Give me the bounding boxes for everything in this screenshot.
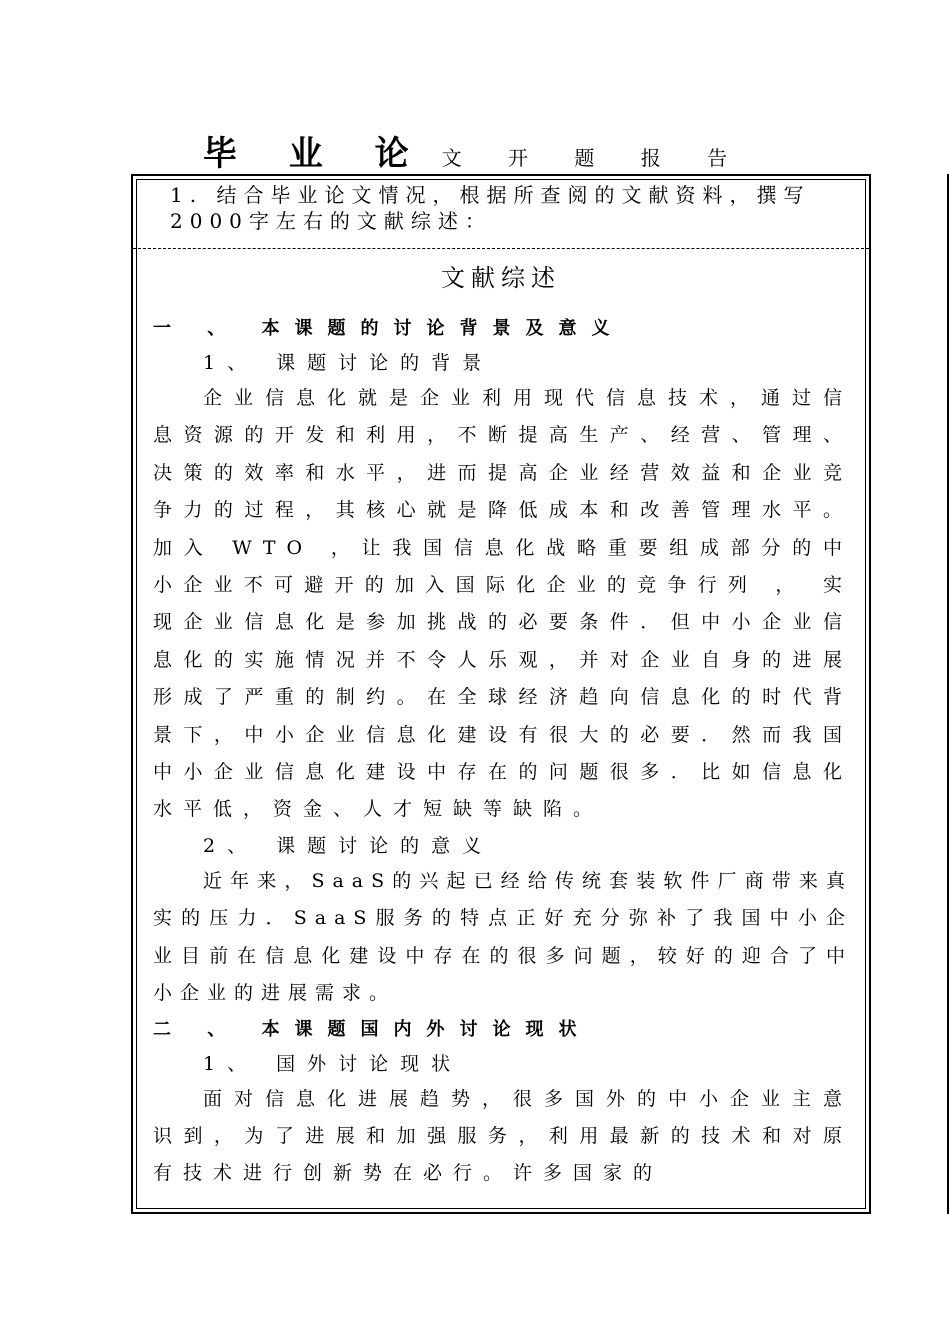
review-heading: 文献综述 bbox=[441, 264, 561, 292]
title-main: 毕 业 论 bbox=[202, 134, 429, 174]
section1-sub1-title: 1、 课题讨论的背景 bbox=[203, 352, 494, 374]
dashed-divider bbox=[133, 248, 869, 249]
section1-sub1-text: 企业信息化就是企业利用现代信息技术，通过信息资源的开发和利用，不断提高生产、经营、管理、决策的效率和水平，进而提高企业经营效益和企业竞争力的过程，其核心就是降低成本和改善管理水平。加入 WTO ，让我国信息化战略重要组成部分的中小企业不可避开的加入国际化企业的竞争行列 ， 实现企业信息化是参加挑战的必要条件．但中小企业信息化的实施情况并不令人乐观，并对企业自身的进展形成了严重的制约。在全球经济趋向信息化的时代背景下，中小企业信息化建设有很大的必要．然而我国中小企业信息化建设中存在的问题很多．比如信息化水平低，资金、人才短缺等缺陷。 bbox=[153, 387, 853, 821]
section1-sub2-text: 近年来，SaaS的兴起已经给传统套装软件厂商带来真实的压力．SaaS服务的特点正好充分弥补了我国中小企业目前在信息化建设中存在的很多问题，较好的迎合了中小企业的进展需求。 bbox=[153, 869, 853, 1005]
section1-sub2-title: 2、 课题讨论的意义 bbox=[203, 834, 494, 857]
instruction-box bbox=[133, 176, 869, 248]
page-edge-line bbox=[947, 174, 949, 1214]
review-body bbox=[153, 312, 853, 1193]
report-form bbox=[131, 174, 871, 1214]
section2-sub1-title: 1、 国外讨论现状 bbox=[203, 1052, 463, 1075]
instruction-text: 1. 结合毕业论文情况，根据所查阅的文献资料，撰写2000字左右的文献综述： bbox=[170, 183, 811, 233]
title-sub: 文 开 题 报 告 bbox=[441, 146, 748, 170]
section2-title: 二 、 本课题国内外讨论现状 bbox=[153, 1018, 592, 1040]
document-title bbox=[0, 126, 950, 175]
section2-sub1-text: 面对信息化进展趋势，很多国外的中小企业主意识到，为了进展和加强服务，利用最新的技术和对原有技术进行创新势在必行。许多国家的 bbox=[153, 1087, 853, 1185]
section1-title: 一 、 本课题的讨论背景及意义 bbox=[153, 318, 625, 339]
